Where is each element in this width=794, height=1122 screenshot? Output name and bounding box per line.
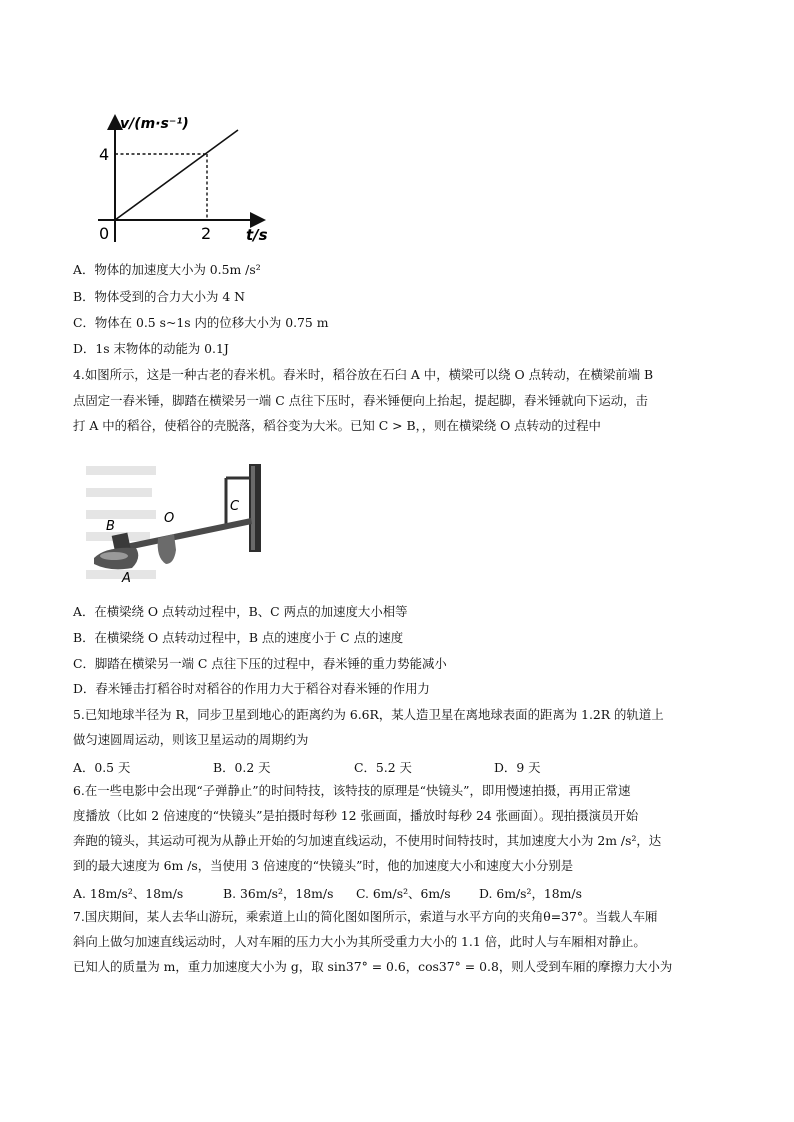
q5-option-d: D．9 天 xyxy=(494,760,541,775)
q5-stem-line-2: 做匀速圆周运动，则该卫星运动的周期约为 xyxy=(73,732,309,747)
q4-option-d: D．舂米锤击打稻谷时对稻谷的作用力大于稻谷对舂米锤的作用力 xyxy=(73,681,430,696)
q3-option-b: B．物体受到的合力大小为 4 N xyxy=(73,289,246,304)
q6-option-b: B. 36m/s²，18m/s xyxy=(223,886,334,901)
q5-stem-line-1: 5.已知地球半径为 R，同步卫星到地心的距离约为 6.6R，某人造卫星在离地球表面的距离为 1.2R 的轨道上 xyxy=(73,707,664,722)
vt-graph xyxy=(88,108,278,250)
q4-option-b: B．在横梁绕 O 点转动过程中，B 点的速度小于 C 点的速度 xyxy=(73,630,404,645)
q5-option-c: C．5.2 天 xyxy=(354,760,412,775)
q7-stem-line-2: 斜向上做匀加速直线运动时，人对车厢的压力大小为其所受重力大小的 1.1 倍，此时人与车厢相对静止。 xyxy=(73,934,646,949)
q6-stem-line-3: 奔跑的镜头，其运动可视为从静止开始的匀加速直线运动，不使用时间特技时，其加速度大小为 2m /s²，达 xyxy=(73,833,662,848)
q6-option-c: C. 6m/s²、6m/s xyxy=(356,886,451,901)
figure-label-o: O xyxy=(164,511,175,526)
q5-option-b: B．0.2 天 xyxy=(213,760,271,775)
rice-pounder-figure xyxy=(86,458,286,588)
q4-stem-line-2: 点固定一舂米锤，脚踏在横梁另一端 C 点往下压时，舂米锤便向上抬起，提起脚，舂米锤就向下运动，击 xyxy=(73,393,648,408)
q4-stem-line-3: 打 A 中的稻谷，使稻谷的壳脱落，稻谷变为大米。已知 C > B，，则在横梁绕 O 点转动的过程中 xyxy=(73,418,601,433)
q5-option-a: A．0.5 天 xyxy=(73,760,131,775)
figure-label-c: C xyxy=(230,499,240,514)
x-axis-label: t/s xyxy=(246,226,268,244)
figure-label-b: B xyxy=(106,519,115,534)
q6-option-d: D. 6m/s²，18m/s xyxy=(479,886,582,901)
q7-stem-line-1: 7.国庆期间，某人去华山游玩，乘索道上山的简化图如图所示，索道与水平方向的夹角θ=37°。当载人车厢 xyxy=(73,909,658,924)
q6-option-a: A. 18m/s²、18m/s xyxy=(73,886,184,901)
q6-stem-line-2: 度播放（比如 2 倍速度的“快镜头”是拍摄时每秒 12 张画面，播放时每秒 24 张画面）。现拍摄演员开始 xyxy=(73,808,639,823)
x-tick-label: 2 xyxy=(201,224,212,243)
q7-stem-line-3: 已知人的质量为 m，重力加速度大小为 g，取 sin37° = 0.6，cos37° = 0.8，则人受到车厢的摩擦力大小为 xyxy=(73,959,673,974)
velocity-line xyxy=(115,130,238,220)
fulcrum-support xyxy=(158,534,176,564)
q5-options-row xyxy=(73,758,713,774)
y-tick-label: 4 xyxy=(99,145,110,164)
figure-label-a: A xyxy=(122,571,131,586)
q4-option-a: A．在横梁绕 O 点转动过程中，B、C 两点的加速度大小相等 xyxy=(73,604,408,619)
origin-label: 0 xyxy=(99,224,110,243)
q6-stem-line-4: 到的最大速度为 6m /s，当使用 3 倍速度的“快镜头”时，他的加速度大小和速度大小分别是 xyxy=(73,858,574,873)
q4-option-c: C．脚踏在横梁另一端 C 点往下压的过程中，舂米锤的重力势能减小 xyxy=(73,656,447,671)
q4-stem-line-1: 4.如图所示，这是一种古老的舂米机。舂米时，稻谷放在石臼 A 中，横梁可以绕 O 点转动，在横梁前端 B xyxy=(73,367,654,382)
q3-option-d: D．1s 末物体的动能为 0.1J xyxy=(73,341,229,356)
q3-option-a: A．物体的加速度大小为 0.5m /s² xyxy=(73,262,261,277)
q3-option-c: C．物体在 0.5 s~1s 内的位移大小为 0.75 m xyxy=(73,315,329,330)
y-axis-label: v/(m·s⁻¹) xyxy=(120,116,189,132)
q6-options-row xyxy=(73,884,713,900)
q6-stem-line-1: 6.在一些电影中会出现“子弹静止”的时间特技，该特技的原理是“快镜头”，即用慢速拍摄，再用正常速 xyxy=(73,783,631,798)
